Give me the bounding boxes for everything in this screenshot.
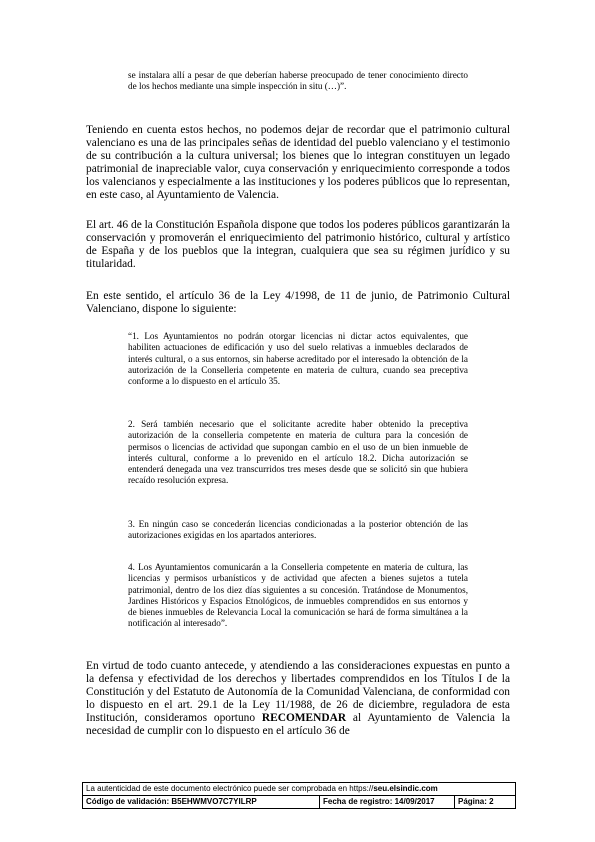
page-number: Página: 2: [458, 797, 494, 806]
law-quote-item-3: [128, 519, 468, 542]
paragraph-recommendation-text: [86, 660, 510, 738]
quote-continuation-text: se instalara allí a pesar de que deberían haberse preocupado de tener conocimiento directo de los hechos mediante una simple inspección in situ (…)”.: [128, 70, 468, 92]
validation-code: Código de validación: B5EHWMVO7C7YILRP: [83, 796, 320, 808]
authenticity-text: La autenticidad de este documento electrónico puede ser comprobada en https://: [86, 784, 374, 793]
law-quote-item-2: [128, 419, 468, 487]
paragraph-recommendation: [86, 660, 510, 738]
validation-footer: [82, 782, 516, 809]
paragraph-heritage-text: Teniendo en cuenta estos hechos, no podemos dejar de recordar que el patrimonio cultural valenciano es una de las principales señas de identidad del pueblo valenciano y el testimonio de su contribución a la cultura universal; los bienes que lo integran constituyen un legado patrimonial de inapreciable valor, cuya conservación y enriquecimiento corresponde a todos los valencianos y especialmente a las instituciones y los poderes públicos que lo representan, en este caso, al Ayuntamiento de Valencia.: [86, 124, 510, 201]
law-quote-item-4-text: 4. Los Ayuntamientos comunicarán a la Conselleria competente en materia de cultura, las licencias y permisos urbanísticos y de actividad que afecten a bienes sujetos a tutela patrimonial, dentro de los diez días siguientes a su concesión. Tratándose de Monumentos, Jardines Históricos y Espacios Etnológicos, de inmuebles comprendidos en sus entornos y de bienes inmuebles de Relevancia Local la comunicación se hará de forma simultánea a la notificación al interesado”.: [128, 562, 468, 629]
law-quote-item-4: [128, 562, 468, 630]
law-quote-item-2-text: 2. Será también necesario que el solicitante acredite haber obtenido la preceptiva autorización de la conselleria competente en materia de cultura para la concesión de permisos o licencias de actividad que supongan cambio en el uso de un bien inmueble de interés cultural, conforme a lo prevenido en el artículo 18.2. Dicha autorización se entenderá denegada una vez transcurridos tres meses desde que se solicitó sin que hubiera recaído resolución expresa.: [128, 419, 468, 486]
law-quote-item-1-text: “1. Los Ayuntamientos no podrán otorgar licencias ni dictar actos equivalentes, que habiliten actuaciones de edificación y uso del suelo relativas a inmuebles declarados de interés cultural, o a sus entornos, sin haberse acreditado por el interesado la obtención de la autorización de la Conselleria competente en materia de cultura, cuando sea preceptiva conforme a lo dispuesto en el artículo 35.: [128, 331, 468, 387]
paragraph-law-intro: [86, 290, 510, 316]
paragraph-constitution: [86, 219, 510, 271]
recommendation-text-before: En virtud de todo cuanto antecede, y atendiendo a las consideraciones expuestas en punto a la defensa y efectividad de los derechos y libertades comprendidos en los Títulos I de la Constitución y del Estatuto de Autonomía de la Comunidad Valenciana, de conformidad con lo dispuesto en el art. 29.1 de la Ley 11/1988, de 26 de diciembre, reguladora de esta Institución, consideramos oportuno: [86, 660, 510, 724]
paragraph-law-intro-text: En este sentido, el artículo 36 de la Ley 4/1998, de 11 de junio, de Patrimonio Cultural Valenciano, dispone lo siguiente:: [86, 290, 510, 315]
paragraph-constitution-text: El art. 46 de la Constitución Española dispone que todos los poderes públicos garantizarán la conservación y promoverán el enriquecimiento del patrimonio histórico, cultural y artístico de España y de los pueblos que la integran, cualquiera que sea su régimen jurídico y su titularidad.: [86, 219, 510, 270]
recommend-keyword: RECOMENDAR: [261, 712, 347, 724]
paragraph-heritage: [86, 124, 510, 202]
footer-info-row: [83, 796, 515, 808]
authenticity-url[interactable]: seu.elsindic.com: [373, 784, 438, 793]
registration-date: Fecha de registro: 14/09/2017: [320, 796, 455, 808]
recommendation-text-after: al Ayuntamiento de Valencia la necesidad de cumplir con lo dispuesto en el artículo 36 de: [86, 712, 510, 737]
law-quote-item-3-text: 3. En ningún caso se concederán licencias condicionadas a la posterior obtención de las autorizaciones exigidas en los apartados anteriores.: [128, 519, 468, 541]
quote-continuation: [128, 70, 468, 93]
authenticity-notice: [83, 783, 515, 796]
law-quote-item-1: [128, 331, 468, 387]
